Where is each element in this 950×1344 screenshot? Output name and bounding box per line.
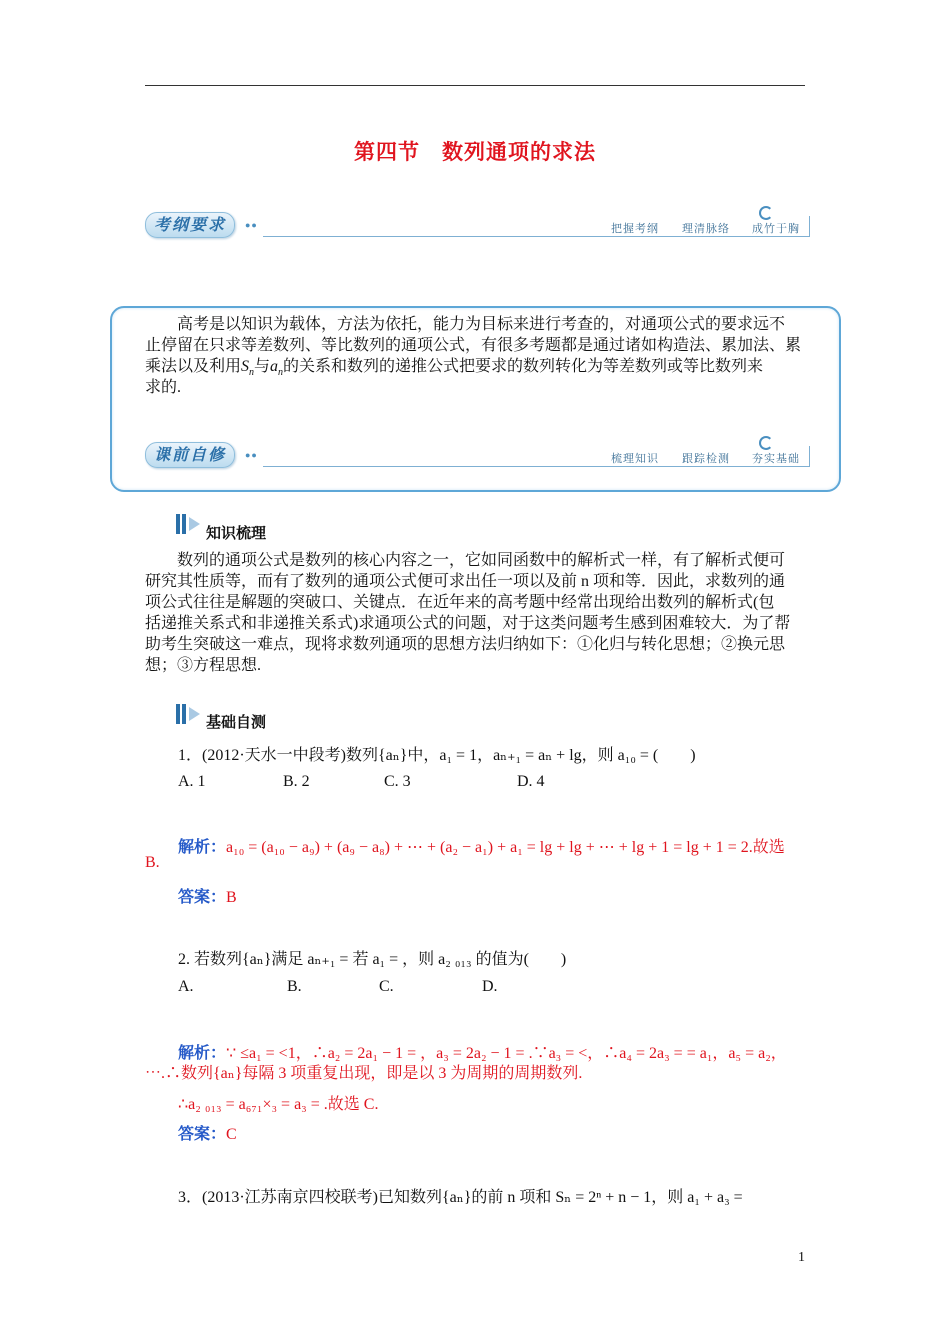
q2-option-d: D. xyxy=(482,978,498,995)
knowledge-line-4: 括递推关系式和非递推关系式)求通项公式的问题，对于这类问题考生感到困难较大．为了帮 xyxy=(145,615,791,632)
intro-line-1: 高考是以知识为载体，方法为依托，能力为目标来进行考查的，对通项公式的要求远不 xyxy=(177,316,786,333)
banner-preview xyxy=(145,442,810,468)
section-icon xyxy=(176,514,204,539)
intro-line-3: 乘法以及利用$S_n$与$a_n$的关系和数列的递推公式把要求的数列转化为等差数列或等比数列来 xyxy=(145,358,764,379)
knowledge-line-6: 想；③方程思想. xyxy=(145,657,262,674)
q1-option-b: B. 2 xyxy=(283,773,310,790)
swirl-icon xyxy=(759,206,773,220)
question-3-stem: 3．(2013·江苏南京四校联考)已知数列{aₙ}的前 n 项和 Sₙ = 2ⁿ + n − 1，则 a₁ + a₃ = xyxy=(178,1189,743,1206)
q1-analysis-line-1: 解析：a₁₀ = (a₁₀ − a₉) + (a₉ − a₈) + ⋯ + (a₂ − a₁) + a₁ = lg + lg + ⋯ + lg + 1 = lg + 1 = 2.故选 xyxy=(178,837,785,856)
banner-tag-1: 梳理知识 xyxy=(611,452,659,465)
knowledge-line-5: 助考生突破这一难点，现将求数列通项的思想方法归纳如下：①化归与转化思想；②换元思 xyxy=(145,636,786,653)
swirl-icon xyxy=(759,436,773,450)
q2-analysis-line-3: ∴a₂ ₀₁₃ = a₆₇₁×₃ = a₃ = .故选 C. xyxy=(178,1096,379,1113)
banner-tag-3: 夯实基础 xyxy=(752,452,800,465)
q1-option-c: C. 3 xyxy=(384,773,411,790)
header-rule xyxy=(145,85,805,86)
page-title: 第四节 数列通项的求法 xyxy=(354,140,596,164)
section-heading-knowledge: 知识梳理 xyxy=(206,524,267,542)
page-number: 1 xyxy=(798,1250,805,1265)
banner-endcap xyxy=(809,216,810,237)
q2-option-b: B. xyxy=(287,978,302,995)
banner-tag-2: 理清脉络 xyxy=(682,222,730,235)
knowledge-line-3: 项公式往往是解题的突破口、关键点．在近年来的高考题中经常出现给出数列的解析式(包 xyxy=(145,594,775,611)
banner-tag-2: 跟踪检测 xyxy=(682,452,730,465)
intro-line-4: 求的. xyxy=(145,379,182,396)
banner-label: 考纲要求 xyxy=(145,212,235,238)
dots-decoration: ●● xyxy=(245,450,258,460)
q1-option-a: A. 1 xyxy=(178,773,206,790)
banner-tag-1: 把握考纲 xyxy=(611,222,659,235)
q1-option-d: D. 4 xyxy=(517,773,545,790)
banner-syllabus xyxy=(145,212,810,238)
knowledge-line-2: 研究其性质等，而有了数列的通项公式便可求出任一项以及前 n 项和等．因此，求数列的通 xyxy=(145,573,786,590)
intro-line-2: 止停留在只求等差数列、等比数列的通项公式，有很多考题都是通过诸如构造法、累加法、累 xyxy=(145,337,802,354)
q2-analysis-line-1: 解析：∵ ≤a₁ = <1，∴a₂ = 2a₁ − 1 = ，a₃ = 2a₂ − 1 = .∵a₃ = <，∴a₄ = 2a₃ = = a₁，a₅ = a₂， xyxy=(178,1043,787,1062)
banner-line xyxy=(263,466,810,467)
question-1-stem: 1．(2012·天水一中段考)数列{aₙ}中，a₁ = 1，aₙ₊₁ = aₙ + lg，则 a₁₀ = ( ) xyxy=(178,747,696,764)
q2-analysis-line-2: ⋯.∴数列{aₙ}每隔 3 项重复出现，即是以 3 为周期的周期数列. xyxy=(145,1065,583,1082)
banner-tag-3: 成竹于胸 xyxy=(752,222,800,235)
section-heading-selftest: 基础自测 xyxy=(206,713,267,731)
question-2-stem: 2. 若数列{aₙ}满足 aₙ₊₁ = 若 a₁ = ，则 a₂ ₀₁₃ 的值为( ) xyxy=(178,951,567,968)
dots-decoration: ●● xyxy=(245,220,258,230)
banner-label: 课前自修 xyxy=(145,442,235,468)
section-icon xyxy=(176,704,204,729)
q1-analysis-line-2: B. xyxy=(145,854,160,871)
q2-option-a: A. xyxy=(178,978,194,995)
q2-answer: 答案：C xyxy=(178,1124,237,1143)
banner-endcap xyxy=(809,446,810,467)
banner-line xyxy=(263,236,810,237)
knowledge-line-1: 数列的通项公式是数列的核心内容之一，它如同函数中的解析式一样，有了解析式便可 xyxy=(177,552,786,569)
q2-option-c: C. xyxy=(379,978,394,995)
q1-answer: 答案：B xyxy=(178,887,237,906)
